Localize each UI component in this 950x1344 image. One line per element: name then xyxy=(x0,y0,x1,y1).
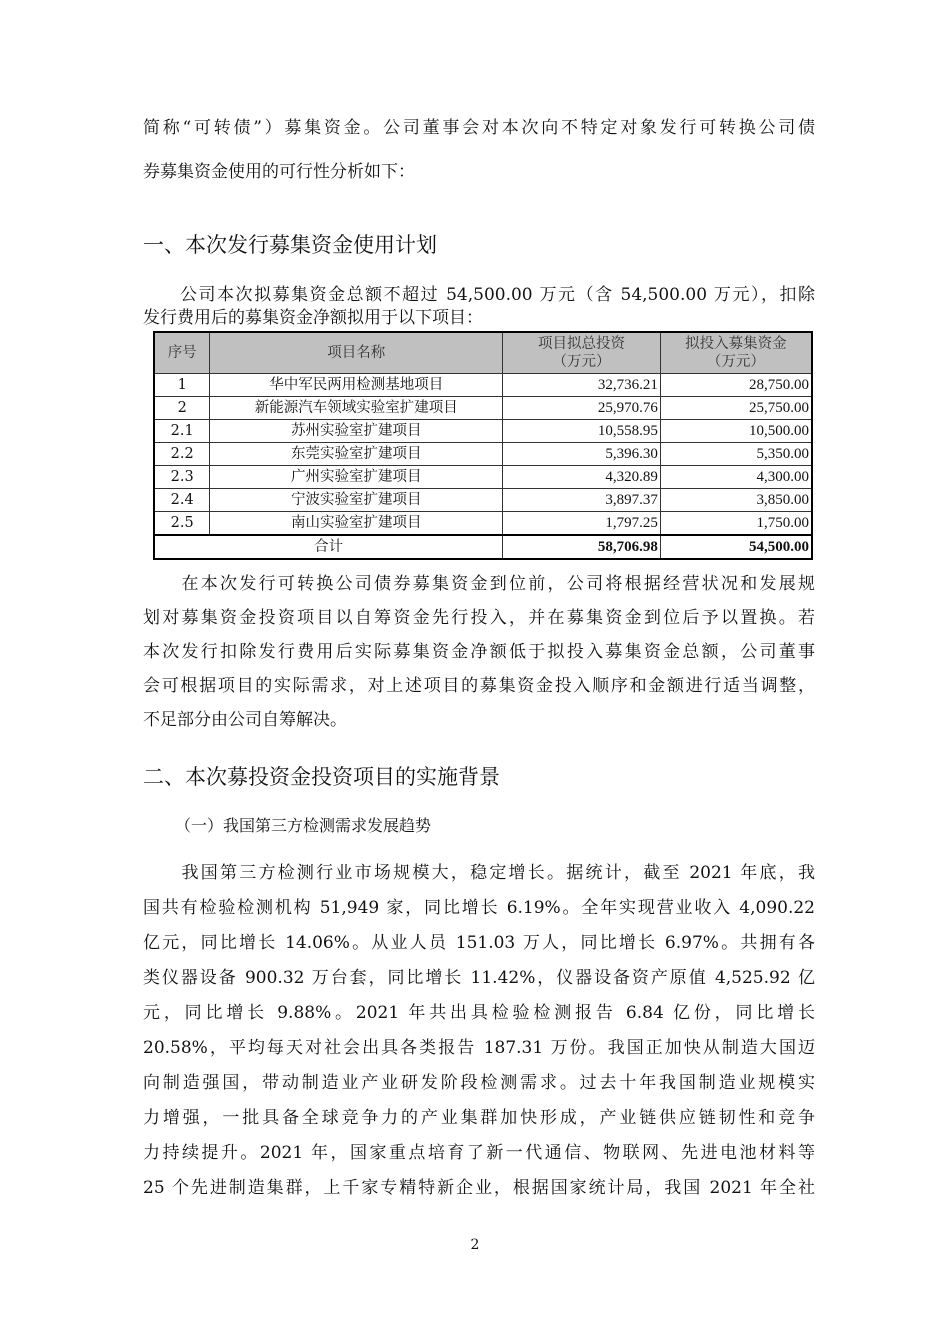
table-row xyxy=(154,374,812,397)
cell-seq: 2.3 xyxy=(154,466,210,489)
header-project-name: 项目名称 xyxy=(210,332,503,374)
cell-raised: 25,750.00 xyxy=(660,397,812,420)
table-row xyxy=(154,466,812,489)
section-2-line-7: 向制造强国，带动制造业产业研发阶段检测需求。过去十年我国制造业规模实 xyxy=(143,1073,815,1093)
cell-name: 华中军民两用检测基地项目 xyxy=(210,374,503,397)
cell-name: 苏州实验室扩建项目 xyxy=(210,420,503,443)
section-1-para-line-2: 发行费用后的募集资金净额拟用于以下项目： xyxy=(143,308,483,328)
table-row xyxy=(154,512,812,536)
header-raised-line-1: 拟投入募集资金 xyxy=(685,336,787,352)
section-2-line-5: 元，同比增长 9.88%。2021 年共出具检验检测报告 6.84 亿份，同比增长 xyxy=(143,1003,815,1023)
cell-total: 1,797.25 xyxy=(503,512,661,536)
cell-name: 广州实验室扩建项目 xyxy=(210,466,503,489)
table-row xyxy=(154,397,812,420)
header-total-line-1: 项目拟总投资 xyxy=(538,336,626,352)
intro-line-1: 简称“可转债”）募集资金。公司董事会对本次向不特定对象发行可转换公司债 xyxy=(143,118,815,138)
cell-total: 4,320.89 xyxy=(503,466,661,489)
section-2-subheading: （一）我国第三方检测需求发展趋势 xyxy=(175,816,432,835)
cell-seq: 2.5 xyxy=(154,512,210,536)
cell-total: 3,897.37 xyxy=(503,489,661,512)
post-table-line-1: 在本次发行可转换公司债券募集资金到位前，公司将根据经营状况和发展规 xyxy=(143,574,815,594)
cell-raised: 4,300.00 xyxy=(660,466,812,489)
header-total-investment xyxy=(503,332,661,374)
cell-total: 10,558.95 xyxy=(503,420,661,443)
cell-seq: 2.1 xyxy=(154,420,210,443)
fund-use-table xyxy=(153,331,813,560)
cell-raised: 5,350.00 xyxy=(660,443,812,466)
table-header-row xyxy=(154,332,812,374)
cell-seq: 2.2 xyxy=(154,443,210,466)
post-table-line-2: 划对募集资金投资项目以自筹资金先行投入，并在募集资金到位后予以置换。若 xyxy=(143,608,815,628)
page-number: 2 xyxy=(470,1237,480,1253)
table-row xyxy=(154,420,812,443)
table-total-row xyxy=(154,535,812,559)
section-2-line-4: 类仪器设备 900.32 万台套，同比增长 11.42%，仪器设备资产原值 4,525.92 亿 xyxy=(143,968,815,988)
post-table-line-5: 不足部分由公司自筹解决。 xyxy=(143,710,347,730)
cell-name: 南山实验室扩建项目 xyxy=(210,512,503,536)
section-2-line-1: 我国第三方检测行业市场规模大，稳定增长。据统计，截至 2021 年底，我 xyxy=(143,863,815,883)
header-seq: 序号 xyxy=(154,332,210,374)
header-total-line-2: （万元） xyxy=(552,354,611,370)
cell-raised: 28,750.00 xyxy=(660,374,812,397)
header-raised-line-2: （万元） xyxy=(706,354,765,370)
cell-name: 宁波实验室扩建项目 xyxy=(210,489,503,512)
intro-line-2: 券募集资金使用的可行性分析如下： xyxy=(143,162,415,182)
cell-total: 25,970.76 xyxy=(503,397,661,420)
section-2-line-9: 力持续提升。2021 年，国家重点培育了新一代通信、物联网、先进电池材料等 xyxy=(143,1143,815,1163)
table-row xyxy=(154,443,812,466)
section-2-line-6: 20.58%，平均每天对社会出具各类报告 187.31 万份。我国正加快从制造大国迈 xyxy=(143,1038,815,1058)
total-raised: 54,500.00 xyxy=(660,535,812,559)
cell-name: 新能源汽车领域实验室扩建项目 xyxy=(210,397,503,420)
cell-raised: 3,850.00 xyxy=(660,489,812,512)
cell-name: 东莞实验室扩建项目 xyxy=(210,443,503,466)
section-2-heading: 二、本次募投资金投资项目的实施背景 xyxy=(143,765,500,789)
cell-total: 32,736.21 xyxy=(503,374,661,397)
cell-seq: 1 xyxy=(154,374,210,397)
cell-seq: 2 xyxy=(154,397,210,420)
cell-seq: 2.4 xyxy=(154,489,210,512)
section-1-heading: 一、本次发行募集资金使用计划 xyxy=(143,233,437,257)
cell-total: 5,396.30 xyxy=(503,443,661,466)
cell-raised: 10,500.00 xyxy=(660,420,812,443)
total-investment: 58,706.98 xyxy=(503,535,661,559)
cell-raised: 1,750.00 xyxy=(660,512,812,536)
post-table-line-3: 本次发行扣除发行费用后实际募集资金净额低于拟投入募集资金总额，公司董事 xyxy=(143,642,815,662)
section-2-line-2: 国共有检验检测机构 51,949 家，同比增长 6.19%。全年实现营业收入 4,090.22 xyxy=(143,898,815,918)
table-row xyxy=(154,489,812,512)
section-2-line-8: 力增强，一批具备全球竞争力的产业集群加快形成，产业链供应链韧性和竞争 xyxy=(143,1108,815,1128)
section-2-line-10: 25 个先进制造集群，上千家专精特新企业，根据国家统计局，我国 2021 年全社 xyxy=(143,1178,815,1198)
section-2-line-3: 亿元，同比增长 14.06%。从业人员 151.03 万人，同比增长 6.97%。共拥有各 xyxy=(143,933,815,953)
header-raised-funds xyxy=(660,332,812,374)
post-table-line-4: 会可根据项目的实际需求，对上述项目的募集资金投入顺序和金额进行适当调整， xyxy=(143,676,815,696)
total-label: 合计 xyxy=(154,535,503,559)
section-1-para-line-1: 公司本次拟募集资金总额不超过 54,500.00 万元（含 54,500.00 万元），扣除 xyxy=(143,285,815,305)
